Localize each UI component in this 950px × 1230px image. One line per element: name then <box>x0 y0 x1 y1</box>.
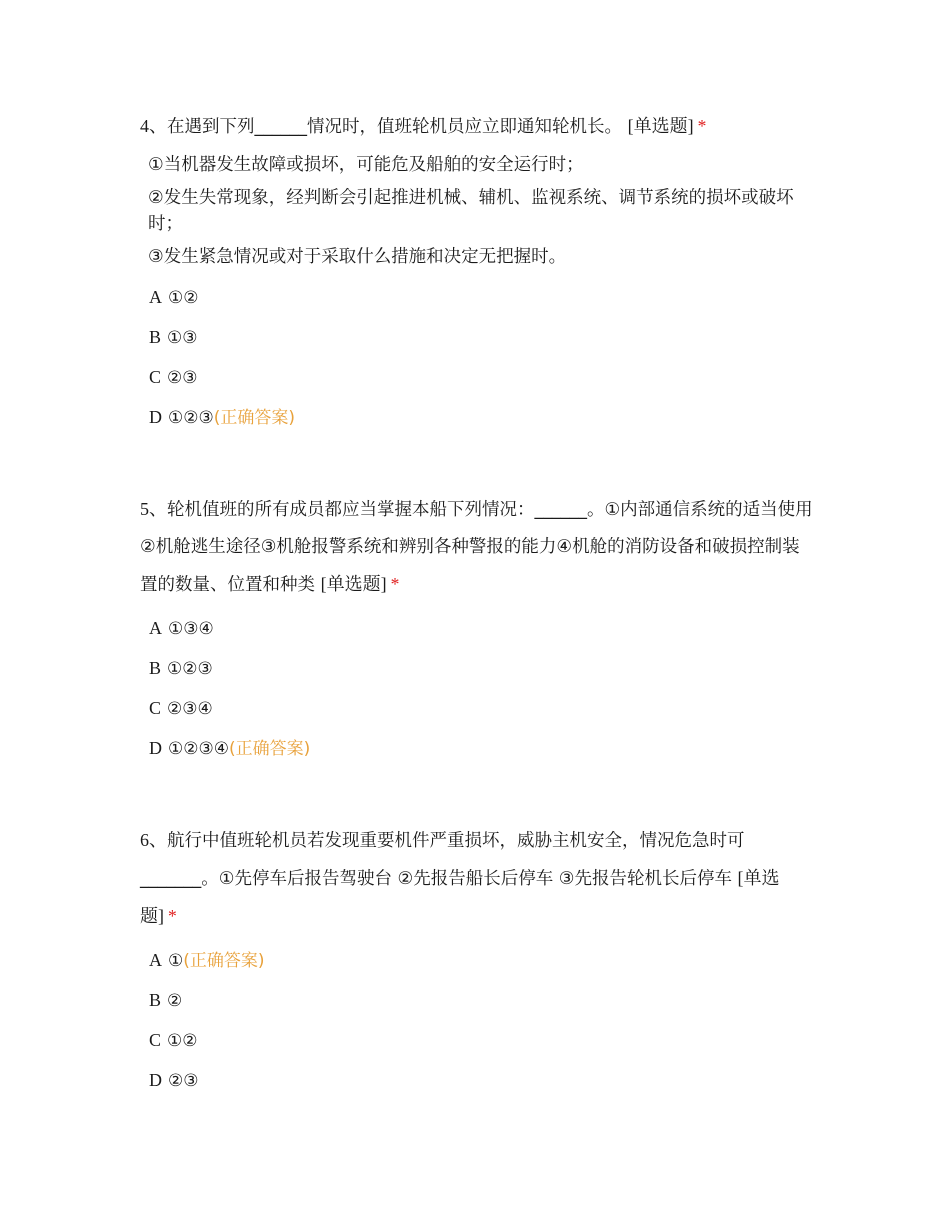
option-letter: A <box>149 950 162 970</box>
sub-item: ①当机器发生故障或损坏，可能危及船舶的安全运行时； <box>148 155 584 175</box>
option-text: ②③ <box>168 1071 199 1091</box>
option-letter: C <box>149 367 162 387</box>
option-text: ①② <box>168 288 199 308</box>
option-letter: B <box>149 990 162 1010</box>
option-text: ②③④ <box>167 699 213 719</box>
required-mark: * <box>390 574 400 594</box>
required-mark: * <box>697 116 707 136</box>
question-text: 在遇到下列______情况时，值班轮机员应立即通知轮机长。 <box>167 117 622 137</box>
question-number: 4、 <box>140 116 167 136</box>
option-letter: D <box>149 407 162 427</box>
option-letter: B <box>149 327 162 347</box>
sub-item-list <box>148 152 816 270</box>
option-text: ①③ <box>167 328 198 348</box>
option-c[interactable] <box>149 357 816 397</box>
option-a[interactable] <box>149 940 816 980</box>
required-mark: * <box>168 906 177 926</box>
question-text: 航行中值班轮机员若发现重要机件严重损坏，威胁主机安全，情况危急时可_______。①先停车后报告驾驶台 ②先报告船长后停车 ③先报告轮机长后停车 <box>140 831 745 889</box>
option-d[interactable] <box>149 397 816 437</box>
question-5 <box>140 491 816 768</box>
question-number: 6、 <box>140 830 167 850</box>
option-letter: B <box>149 658 162 678</box>
option-letter: D <box>149 1070 162 1090</box>
question-title <box>140 491 816 604</box>
option-a[interactable] <box>149 277 816 317</box>
option-text: ①②③ <box>168 408 214 428</box>
question-type-tag: [单选题] <box>627 116 694 136</box>
question-4 <box>140 108 816 437</box>
option-letter: A <box>149 618 162 638</box>
option-list <box>149 608 816 768</box>
option-list <box>149 940 816 1100</box>
option-text: ②③ <box>167 368 198 388</box>
question-title <box>140 108 816 146</box>
option-text: ①② <box>167 1031 198 1051</box>
option-a[interactable] <box>149 608 816 648</box>
sub-item: ③发生紧急情况或对于采取什么措施和决定无把握时。 <box>148 247 567 267</box>
option-c[interactable] <box>149 1020 816 1060</box>
option-letter: A <box>149 287 162 307</box>
correct-answer-mark: (正确答案) <box>213 408 295 428</box>
option-letter: C <box>149 698 162 718</box>
option-text: ①②③ <box>167 659 213 679</box>
option-d[interactable] <box>149 728 816 768</box>
correct-answer-mark: (正确答案) <box>183 951 265 971</box>
option-b[interactable] <box>149 980 816 1020</box>
option-b[interactable] <box>149 317 816 357</box>
quiz-page <box>140 108 816 1154</box>
option-letter: C <box>149 1030 162 1050</box>
question-type-tag: [单选题] <box>320 574 387 594</box>
option-list <box>149 277 816 437</box>
option-d[interactable] <box>149 1060 816 1100</box>
question-type-tag: [单选题] <box>140 868 780 926</box>
option-text: ①③④ <box>168 619 214 639</box>
option-c[interactable] <box>149 688 816 728</box>
correct-answer-mark: (正确答案) <box>228 739 311 759</box>
option-text: ① <box>168 951 184 971</box>
option-text: ①②③④ <box>168 739 229 759</box>
option-text: ② <box>167 991 183 1011</box>
question-title <box>140 822 816 936</box>
option-letter: D <box>149 738 162 758</box>
question-text: 轮机值班的所有成员都应当掌握本船下列情况：______。①内部通信系统的适当使用②机舱逃生途径③机舱报警系统和辨别各种警报的能力④机舱的消防设备和破损控制装置的数量、位置和种类 <box>140 500 813 595</box>
question-6 <box>140 822 816 1100</box>
option-b[interactable] <box>149 648 816 688</box>
question-number: 5、 <box>140 499 167 519</box>
sub-item: ②发生失常现象，经判断会引起推进机械、辅机、监视系统、调节系统的损坏或破坏时； <box>148 188 794 234</box>
